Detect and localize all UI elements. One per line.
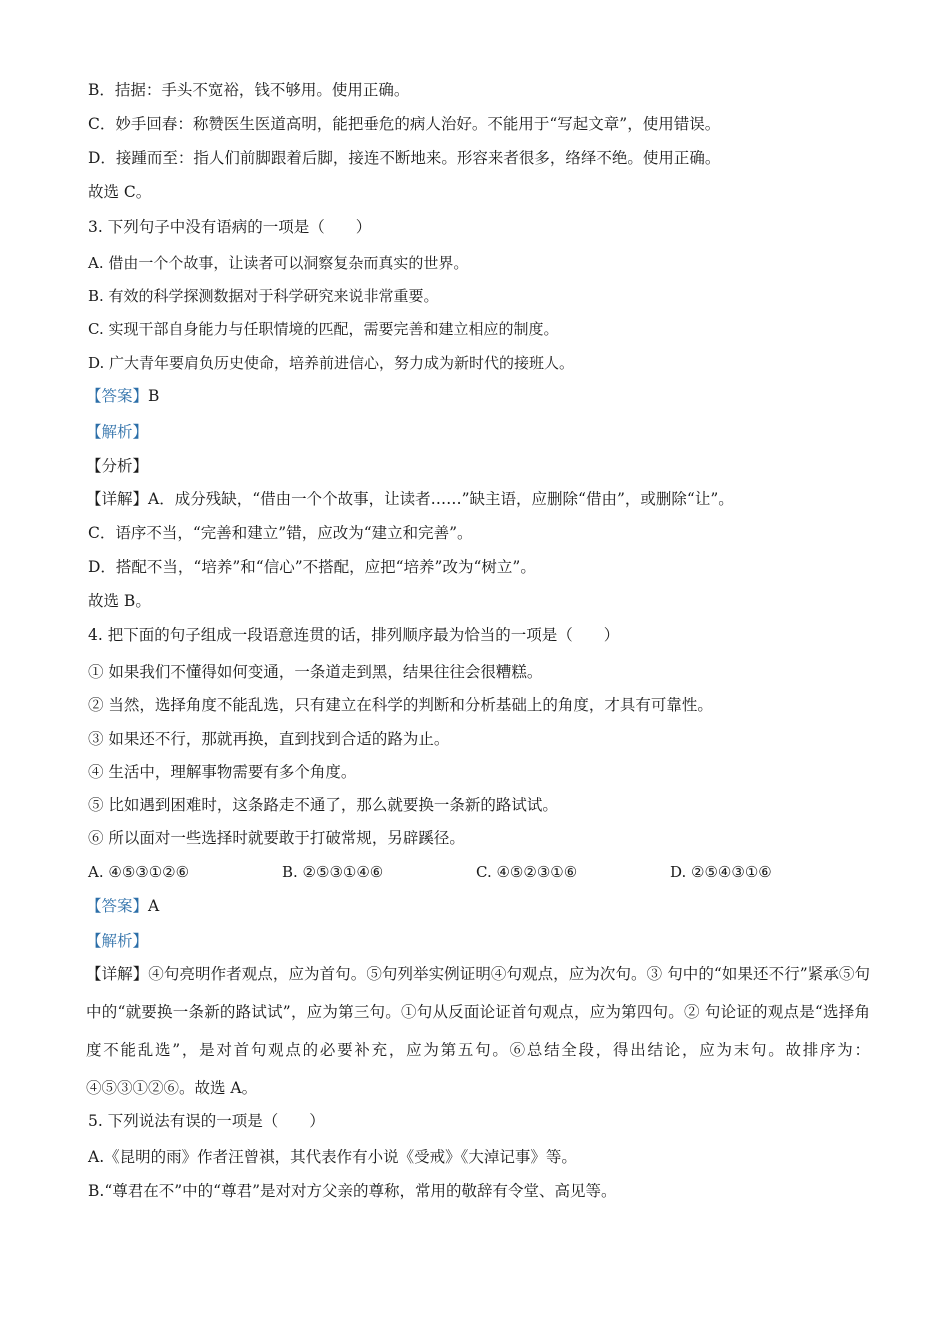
prev-analysis-b: B．拮据：手头不宽裕，钱不够用。使用正确。 [88, 81, 410, 99]
q3-detail-c: C．语序不当，“完善和建立”错，应改为“建立和完善”。 [88, 524, 473, 542]
q4-option-c: C. ④⑤②③①⑥ [476, 863, 578, 881]
q5-option-a: A.《昆明的雨》作者汪曾祺，其代表作有小说《受戒》《大淖记事》等。 [88, 1148, 577, 1166]
q5-option-b: B.“尊君在不”中的“尊君”是对对方父亲的尊称，常用的敬辞有令堂、高见等。 [88, 1182, 617, 1200]
q3-analysis-tag: 【解析】 [86, 423, 149, 441]
q4-option-a: A. ④⑤③①②⑥ [88, 863, 190, 881]
detail-text: ④句亮明作者观点，应为首句。⑤句列举实例证明④句观点，应为次句。③ 句中的“如果还不行”紧承⑤句中的“就要换一条新的路试试”，应为第三句。①句从反面论证首句观点，应为第四句。② 句论证的观点是“选择角度不能乱选”，是对首句观点的必要补充，应为第五句。⑥总结全段，得出结论，应为末句。故排序为：④⑤③①②⑥。故选 A。 [86, 965, 870, 1097]
answer-tag: 【答案】 [86, 387, 149, 405]
answer-value: A [148, 897, 160, 915]
answer-value: B [148, 387, 160, 405]
prev-analysis-d: D．接踵而至：指人们前脚跟着后脚，接连不断地来。形容来者很多，络绎不绝。使用正确。 [88, 149, 721, 167]
q4-answer [86, 895, 159, 917]
q4-detail [86, 955, 870, 1107]
q3-detail-d: D．搭配不当，“培养”和“信心”不搭配，应把“培养”改为“树立”。 [88, 558, 536, 576]
q4-sentence-3: ③ 如果还不行，那就再换，直到找到合适的路为止。 [88, 730, 450, 748]
q4-option-d: D. ②⑤④③①⑥ [670, 863, 772, 881]
q4-analysis-tag: 【解析】 [86, 932, 149, 950]
q3-option-b: B. 有效的科学探测数据对于科学研究来说非常重要。 [88, 287, 439, 305]
q3-question: 3. 下列句子中没有语病的一项是（ ） [88, 218, 372, 236]
detail-tag: 【详解】 [86, 965, 149, 983]
q5-question: 5. 下列说法有误的一项是（ ） [88, 1112, 325, 1130]
q4-option-b: B. ②⑤③①④⑥ [282, 863, 384, 881]
q3-option-d: D. 广大青年要肩负历史使命，培养前进信心，努力成为新时代的接班人。 [88, 354, 575, 372]
q4-sentence-1: ① 如果我们不懂得如何变通，一条道走到黑，结果往往会很糟糕。 [88, 663, 543, 681]
q3-conclusion: 故选 B。 [88, 592, 151, 610]
prev-analysis-c: C．妙手回春：称赞医生医道高明，能把垂危的病人治好。不能用于“写起文章”，使用错误。 [88, 115, 721, 133]
q3-detail-a: 【详解】A．成分残缺，“借由一个个故事，让读者……”缺主语，应删除“借由”，或删除“让”。 [86, 490, 734, 508]
prev-conclusion: 故选 C。 [88, 183, 152, 201]
q3-option-c: C. 实现干部自身能力与任职情境的匹配，需要完善和建立相应的制度。 [88, 320, 559, 338]
q3-option-a: A. 借由一个个故事，让读者可以洞察复杂而真实的世界。 [88, 254, 469, 272]
answer-tag: 【答案】 [86, 897, 149, 915]
q4-sentence-5: ⑤ 比如遇到困难时，这条路走不通了，那么就要换一条新的路试试。 [88, 796, 558, 814]
q4-question: 4. 把下面的句子组成一段语意连贯的话，排列顺序最为恰当的一项是（ ） [88, 626, 620, 644]
q4-sentence-4: ④ 生活中，理解事物需要有多个角度。 [88, 763, 357, 781]
q4-sentence-2: ② 当然，选择角度不能乱选，只有建立在科学的判断和分析基础上的角度，才具有可靠性。 [88, 696, 713, 714]
q4-sentence-6: ⑥ 所以面对一些选择时就要敢于打破常规，另辟蹊径。 [88, 829, 465, 847]
q4-options-row [88, 861, 868, 883]
q3-answer [86, 385, 159, 407]
detail-tag: 【详解】 [86, 490, 149, 508]
q3-fenxi-tag: 【分析】 [86, 457, 149, 475]
